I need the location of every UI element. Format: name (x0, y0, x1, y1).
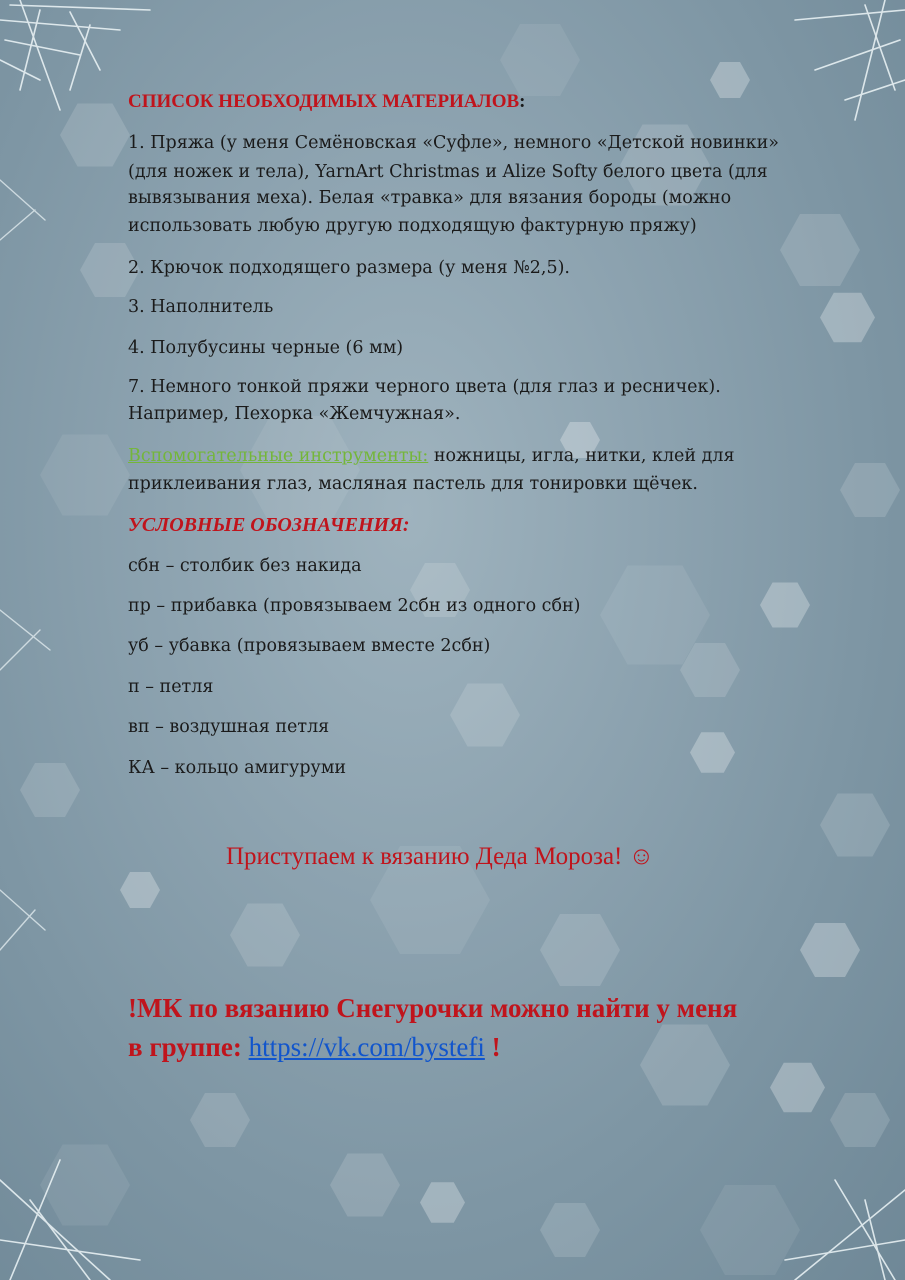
materials-item-2: 2. Крючок подходящего размера (у меня №2,5). (128, 258, 570, 278)
vk-group-link[interactable]: https://vk.com/bystefi (248, 1032, 485, 1062)
materials-item-1-line-3: вывязывания меха). Белая «травка» для вязания бороды (можно (128, 188, 732, 208)
promo-prefix: в группе: (128, 1032, 249, 1062)
materials-heading: СПИСОК НЕОБХОДИМЫХ МАТЕРИАЛОВ: (128, 91, 526, 112)
materials-item-7-line-1: 7. Немного тонкой пряжи черного цвета (для глаз и ресничек). (128, 377, 721, 397)
tools-line-2: приклеивания глаз, масляная пастель для тонировки щёчек. (128, 474, 698, 494)
symbol-item: КА – кольцо амигуруми (128, 758, 347, 778)
symbols-heading: УСЛОВНЫЕ ОБОЗНАЧЕНИЯ: (128, 514, 410, 536)
materials-item-1-line-2: (для ножек и тела), YarnArt Christmas и Alize Softy белого цвета (для (128, 162, 768, 182)
tools-line-1 (128, 442, 735, 471)
materials-item-4: 4. Полубусины черные (6 мм) (128, 338, 404, 358)
materials-item-3: 3. Наполнитель (128, 297, 274, 317)
pine-branch-left-edge-icon (0, 150, 60, 1150)
tools-label: Вспомогательные инструменты: (128, 446, 429, 466)
pine-branch-bottom-right-icon (775, 1170, 905, 1280)
tools-text: ножницы, игла, нитки, клей для (428, 446, 735, 466)
materials-item-1-line-4: использовать любую другую подходящую фактурную пряжу) (128, 216, 697, 236)
symbol-item: вп – воздушная петля (128, 717, 330, 737)
pine-branch-bottom-left-icon (0, 1140, 150, 1280)
symbol-item: п – петля (128, 677, 214, 697)
promo-suffix: ! (484, 1032, 501, 1062)
symbol-item: сбн – столбик без накида (128, 556, 362, 576)
symbol-item: уб – убавка (провязываем вместе 2сбн) (128, 636, 491, 656)
pine-branch-top-right-icon (785, 0, 905, 140)
materials-item-1-line-1: 1. Пряжа (у меня Семёновская «Суфле», немного «Детской новинки» (128, 133, 779, 153)
start-knitting-callout: Приступаем к вязанию Деда Мороза! ☺ (226, 843, 655, 870)
symbol-item: пр – прибавка (провязываем 2сбн из одного сбн) (128, 596, 581, 616)
materials-item-7-line-2: Например, Пехорка «Жемчужная». (128, 404, 461, 424)
promo-line-1: !МК по вязанию Снегурочки можно найти у меня (128, 993, 738, 1023)
promo-line-2 (128, 1029, 501, 1066)
